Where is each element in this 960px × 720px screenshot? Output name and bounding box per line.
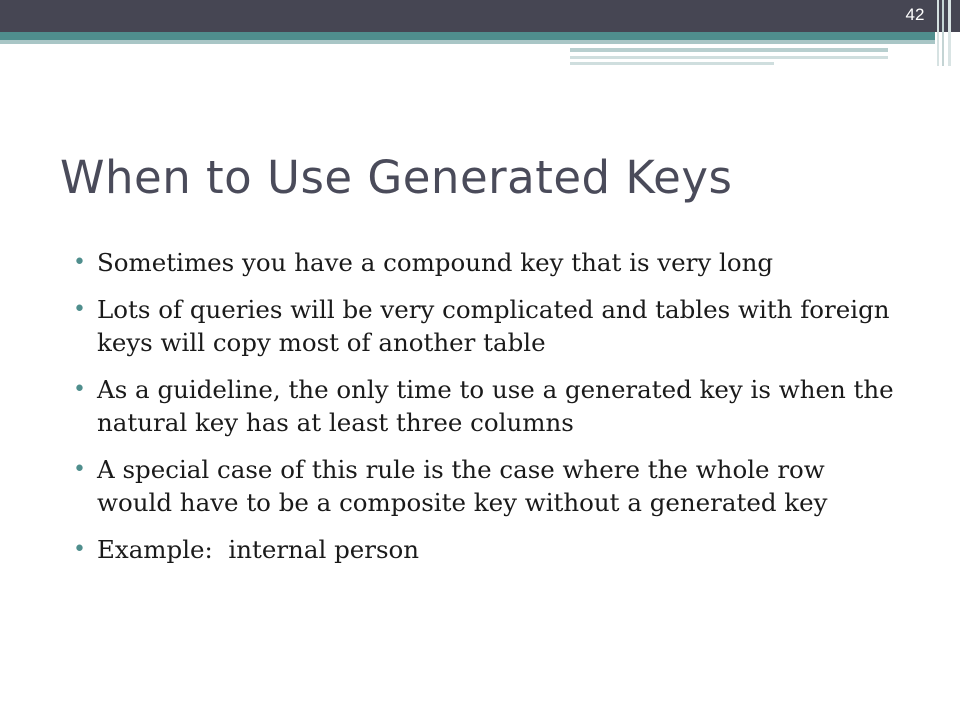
decorative-stripe xyxy=(570,56,888,59)
slide-number: 42 xyxy=(905,5,925,24)
bullet-icon: • xyxy=(73,250,86,275)
bullet-text: Example: internal person xyxy=(97,535,420,564)
bullet-item xyxy=(73,373,903,439)
bullet-item xyxy=(73,453,903,519)
slide-title: When to Use Generated Keys xyxy=(60,151,733,204)
decorative-vertical-line xyxy=(937,0,939,66)
header-accent-band xyxy=(0,32,935,40)
bullet-icon: • xyxy=(73,457,86,482)
bullet-text: Lots of queries will be very complicated and tables with foreign keys will copy most of another table xyxy=(97,295,890,357)
bullet-text: A special case of this rule is the case where the whole row would have to be a composite key without a generated key xyxy=(97,455,828,517)
bullet-icon: • xyxy=(73,377,86,402)
bullet-text: As a guideline, the only time to use a generated key is when the natural key has at least three columns xyxy=(97,375,894,437)
header-band xyxy=(0,0,960,32)
decorative-vertical-line xyxy=(948,0,951,66)
bullet-icon: • xyxy=(73,537,86,562)
bullet-text: Sometimes you have a compound key that is very long xyxy=(97,248,774,277)
bullet-list xyxy=(73,246,903,580)
decorative-stripe xyxy=(570,62,774,65)
bullet-item xyxy=(73,246,903,279)
header-accent-light-band xyxy=(0,40,935,44)
bullet-icon: • xyxy=(73,297,86,322)
bullet-item xyxy=(73,533,903,566)
bullet-item xyxy=(73,293,903,359)
decorative-vertical-line xyxy=(942,0,944,66)
decorative-stripe xyxy=(570,48,888,52)
